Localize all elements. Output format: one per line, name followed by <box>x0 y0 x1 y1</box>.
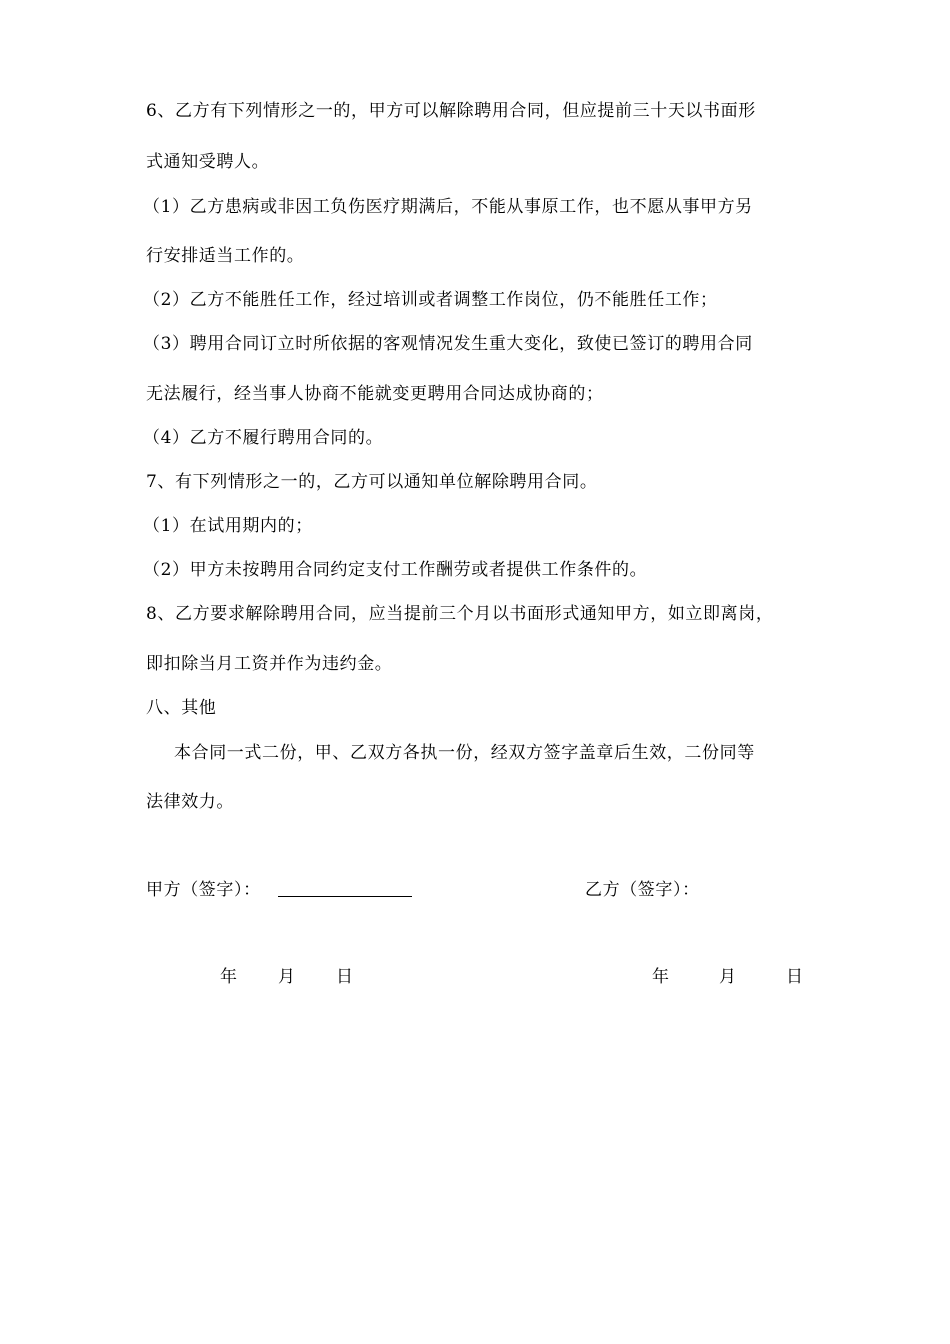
clause-8-line-1: 8、乙方要求解除聘用合同，应当提前三个月以书面形式通知甲方，如立即离岗， <box>146 604 774 624</box>
clause-6-item-1-line-1: （1）乙方患病或非因工负伤医疗期满后，不能从事原工作，也不愿从事甲方另 <box>143 197 753 217</box>
party-a-date-month: 月 <box>278 967 295 987</box>
clause-6-item-3-line-2: 无法履行，经当事人协商不能就变更聘用合同达成协商的； <box>146 384 604 404</box>
party-a-date-day: 日 <box>336 967 353 987</box>
clause-6-item-4: （4）乙方不履行聘用合同的。 <box>143 428 384 448</box>
section-8-body-line-2: 法律效力。 <box>146 792 234 812</box>
party-a-signature-line[interactable] <box>278 896 412 897</box>
clause-6-line-1: 6、乙方有下列情形之一的，甲方可以解除聘用合同，但应提前三十天以书面形 <box>146 101 756 121</box>
clause-6-item-1-line-2: 行安排适当工作的。 <box>146 246 305 266</box>
clause-7: 7、有下列情形之一的，乙方可以通知单位解除聘用合同。 <box>146 472 598 492</box>
clause-7-item-1: （1）在试用期内的； <box>143 516 313 536</box>
party-a-date-year: 年 <box>220 967 237 987</box>
clause-7-item-2: （2）甲方未按聘用合同约定支付工作酬劳或者提供工作条件的。 <box>143 560 648 580</box>
party-b-date-year: 年 <box>652 967 669 987</box>
party-b-signature-label: 乙方（签字）： <box>585 880 700 900</box>
clause-6-item-2: （2）乙方不能胜任工作，经过培训或者调整工作岗位，仍不能胜任工作； <box>143 290 718 310</box>
clause-8-line-2: 即扣除当月工资并作为违约金。 <box>146 654 393 674</box>
clause-6-line-2: 式通知受聘人。 <box>146 152 270 172</box>
section-8-body-line-1: 本合同一式二份，甲、乙双方各执一份，经双方签字盖章后生效，二份同等 <box>174 743 755 763</box>
party-a-signature-label: 甲方（签字）： <box>146 880 261 900</box>
party-b-date-month: 月 <box>719 967 736 987</box>
clause-6-item-3-line-1: （3）聘用合同订立时所依据的客观情况发生重大变化，致使已签订的聘用合同 <box>143 334 753 354</box>
section-8-heading: 八、其他 <box>146 698 217 718</box>
party-b-date-day: 日 <box>786 967 803 987</box>
